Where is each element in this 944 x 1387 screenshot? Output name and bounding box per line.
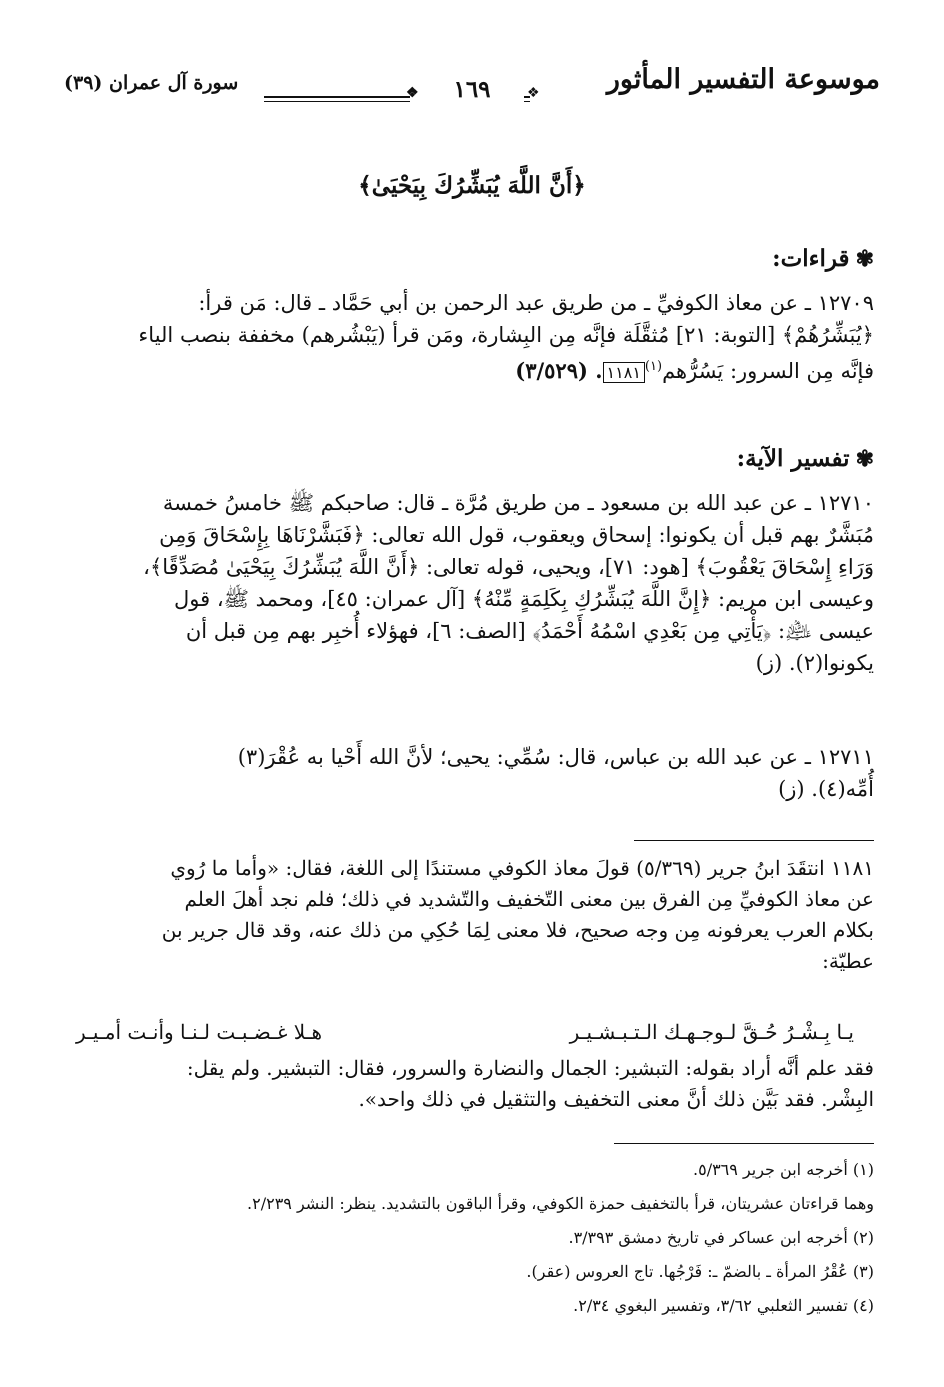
header-rule: [264, 101, 410, 102]
poem-verse: [66, 1017, 874, 1048]
footnote-separator: [614, 1143, 874, 1144]
poem-hemistich: يـا بِـشْـرُ حُـقَّ لـوجـهـك الـتـبـشـيـر: [569, 1020, 854, 1044]
flower-icon: ✾: [855, 246, 874, 272]
text-line: فإنَّه مِن السرور: يَسُرُّهم$^{(١)}$١١٨١. (٣/٥٢٩): [515, 358, 874, 383]
footnote: (٣) عُقْرُ المرأة ـ بالضمّ ـ: فَرْجُها. تاج العروس (عقر).: [526, 1262, 874, 1281]
page-header: [64, 64, 880, 110]
ornament-icon: ❖: [406, 85, 419, 101]
scholar-note: [66, 853, 874, 977]
text-line: ١١٨١ انتقَدَ ابنُ جرير (٥/٣٦٩) قولَ معاذ الكوفي مستندًا إلى اللغة، فقال: «وأما ما رُوي: [170, 856, 874, 880]
footnote-marker: (١): [644, 359, 663, 374]
page-number: ١٦٩: [453, 76, 491, 103]
text-line: عن معاذ الكوفيِّ مِن الفرق بين معنى التّخفيف والتّشديد في ذلك؛ فلم نجد أهلَ العلم: [184, 887, 874, 911]
section-heading-tafsir: ✾تفسير الآية:: [736, 445, 874, 472]
header-rule: [524, 101, 530, 102]
note-number-box: ١١٨١: [603, 362, 645, 383]
flower-icon: ✾: [855, 446, 874, 472]
footnote: (١) أخرجه ابن جرير ٥/٣٦٩.: [693, 1160, 874, 1179]
book-title: موسوعة التفسير المأثور: [606, 64, 880, 95]
footnote: (٤) تفسير الثعلبي ٣/٦٢، وتفسير البغوي ٢/٣٤.: [573, 1296, 874, 1315]
header-rule: [264, 96, 410, 98]
text-line: وعيسى ابن مريم: ﴿إِنَّ اللَّهَ يُبَشِّرُكِ بِكَلِمَةٍ مِّنْهُ﴾ [آل عمران: ٤٥]، ومحمد ﷺ، قول: [174, 587, 874, 611]
text-line: ١٢٧١١ ـ عن عبد الله بن عباس، قال: سُمِّي: يحيى؛ لأنَّ الله أَحْيا به عُقْرَ(٣): [237, 745, 874, 769]
text-line: مُبَشَّرٌ بهم قبل أن يكونوا: إسحاق ويعقوب، قول الله تعالى: ﴿فَبَشَّرْنَاهَا بِإِسْحَاقَ وَمِن: [159, 523, 874, 547]
text-line: ﴿يُبَشِّرُهُمْ﴾ [التوبة: ٢١] مُثقَّلَة فإنَّه مِن البِشارة، ومَن قرأ (يَبْشُرهم) مخففة بنصب الياء: [138, 323, 874, 347]
ornament-icon: ❖: [527, 85, 540, 101]
surah-label: سورة آل عمران (٣٩): [64, 72, 239, 94]
qiraat-entry: [66, 287, 874, 389]
text-line: ١٢٧٠٩ ـ عن معاذ الكوفيِّ ـ من طريق عبد الرحمن بن أبي حَمَّاد ـ قال: مَن قرأ:: [198, 291, 874, 315]
text-line: بكلام العرب يعرفونه مِن وجه صحيح، فلا معنى لِمَا حُكِي من ذلك عنه، وقد قال جرير بن: [161, 918, 874, 942]
footnote: وهما قراءتان عشريتان، قرأ بالتخفيف حمزة الكوفي، وقرأ الباقون بالتشديد. ينظر: النشر ٢/٢٣٩.: [247, 1194, 874, 1213]
note-separator: [634, 840, 874, 841]
text-line: يكونوا(٢). (ز): [755, 651, 874, 675]
text-line: عطيّة:: [822, 949, 874, 973]
scholar-note-cont: [66, 1053, 874, 1115]
tafsir-entry-12710: [66, 487, 874, 679]
section-heading-qiraat: ✾قراءات:: [772, 245, 874, 272]
text-line: عيسى ﵇: ﴿يَأْتِي مِن بَعْدِي اسْمُهُ أَحْمَدُ﴾ [الصف: ٦]، فهؤلاء أُخبِر بهم مِن قبل أن: [185, 619, 874, 643]
tafsir-entry-12711: [66, 741, 874, 805]
footnote: (٢) أخرجه ابن عساكر في تاريخ دمشق ٣/٣٩٣.: [568, 1228, 874, 1247]
verse-heading: ﴿أَنَّ اللَّهَ يُبَشِّرُكَ بِيَحْيَىٰ﴾: [358, 172, 586, 199]
poem-hemistich: هـلا غـضـبـت لـنـا وأنـت أمـيـر: [76, 1020, 323, 1044]
text-line: فقد علم أنَّه أراد بقوله: التبشير: الجمال والنضارة والسرور، فقال: التبشير. ولم يقل:: [186, 1056, 874, 1080]
text-line: البِشْر. فقد بَيَّن ذلك أنَّ معنى التخفيف والتثقيل في ذلك واحد».: [358, 1087, 874, 1111]
text-line: ١٢٧١٠ ـ عن عبد الله بن مسعود ـ من طريق مُرَّة ـ قال: صاحبكم ﷺ خامسُ خمسة: [162, 491, 874, 515]
text-line: أُمِّه(٤). (ز): [778, 777, 874, 801]
text-line: وَرَاءِ إِسْحَاقَ يَعْقُوبَ﴾ [هود: ٧١]، ويحيى، قوله تعالى: ﴿أَنَّ اللَّهَ يُبَشِّرُكَ بِيَحْيَىٰ مُصَدِّقًا﴾،: [143, 555, 874, 579]
